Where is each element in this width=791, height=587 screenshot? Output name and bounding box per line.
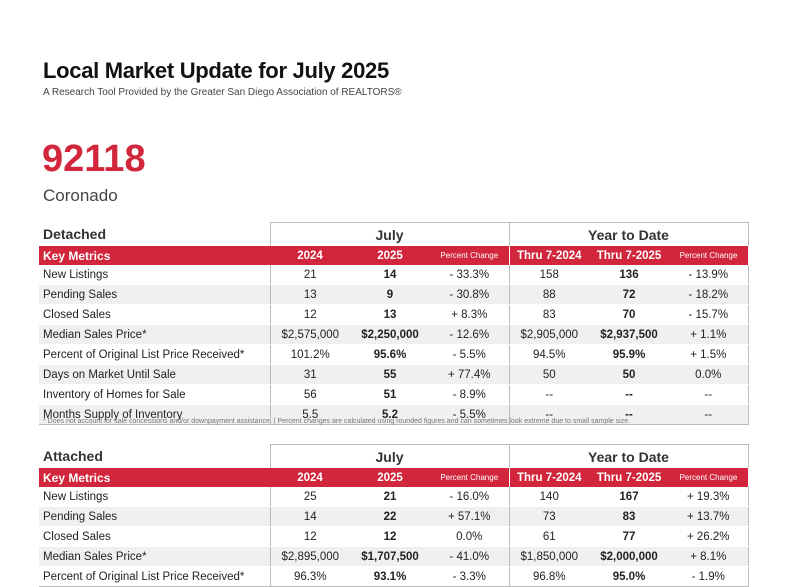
col-thru2024-header: Thru 7-2024	[509, 246, 589, 265]
col-pct-header: Percent Change	[430, 246, 509, 265]
pct-change-cell: - 16.0%	[430, 487, 509, 507]
ytd-2025-cell: 77	[589, 527, 669, 547]
value-2025-cell: $2,250,000	[350, 325, 430, 345]
pct-change-cell: - 33.3%	[430, 265, 509, 285]
value-2025-cell: 51	[350, 385, 430, 405]
value-2025-cell: 5.2	[350, 405, 430, 425]
value-2024-cell: 14	[270, 507, 350, 527]
value-2025-cell: 95.6%	[350, 345, 430, 365]
metric-cell: New Listings	[39, 265, 270, 285]
col-thru2025-header: Thru 7-2025	[589, 468, 669, 487]
table-row	[39, 325, 748, 345]
ytd-2024-cell: 50	[509, 365, 589, 385]
value-2024-cell: 25	[270, 487, 350, 507]
ytd-2025-cell: $2,937,500	[589, 325, 669, 345]
ytd-pct-change-cell: + 19.3%	[669, 487, 748, 507]
attached-table	[39, 444, 749, 587]
ytd-pct-change-cell: + 8.1%	[669, 547, 748, 567]
ytd-2024-cell: $2,905,000	[509, 325, 589, 345]
metric-cell: Median Sales Price*	[39, 547, 270, 567]
col-2025-header: 2025	[350, 468, 430, 487]
attached-section	[39, 444, 748, 587]
col-thru2024-header: Thru 7-2024	[509, 468, 589, 487]
ytd-2025-cell: 95.0%	[589, 567, 669, 587]
footnote: * Does not account for sale concessions and/or downpayment assistance. | Percent changes are calculated using rounded figures and can sometimes look extreme due to small sample size.	[43, 418, 631, 425]
ytd-2025-cell: 136	[589, 265, 669, 285]
value-2024-cell: 12	[270, 527, 350, 547]
key-metrics-header: Key Metrics	[39, 246, 270, 265]
pct-change-cell: + 8.3%	[430, 305, 509, 325]
table-row	[39, 527, 748, 547]
metric-cell: New Listings	[39, 487, 270, 507]
metric-cell: Percent of Original List Price Received*	[39, 567, 270, 587]
ytd-2024-cell: 158	[509, 265, 589, 285]
ytd-2025-cell: 70	[589, 305, 669, 325]
july-group-header: July	[270, 223, 509, 247]
pct-change-cell: - 41.0%	[430, 547, 509, 567]
ytd-2024-cell: --	[509, 405, 589, 425]
ytd-pct-change-cell: + 13.7%	[669, 507, 748, 527]
ytd-2024-cell: 88	[509, 285, 589, 305]
ytd-2025-cell: $2,000,000	[589, 547, 669, 567]
value-2025-cell: $1,707,500	[350, 547, 430, 567]
value-2025-cell: 13	[350, 305, 430, 325]
pct-change-cell: - 5.5%	[430, 405, 509, 425]
metric-cell: Inventory of Homes for Sale	[39, 385, 270, 405]
value-2025-cell: 14	[350, 265, 430, 285]
ytd-pct-change-cell: - 1.9%	[669, 567, 748, 587]
table-row	[39, 487, 748, 507]
pct-change-cell: - 12.6%	[430, 325, 509, 345]
value-2025-cell: 93.1%	[350, 567, 430, 587]
value-2025-cell: 55	[350, 365, 430, 385]
metric-cell: Days on Market Until Sale	[39, 365, 270, 385]
pct-change-cell: + 77.4%	[430, 365, 509, 385]
col-2024-header: 2024	[270, 246, 350, 265]
metric-cell: Pending Sales	[39, 507, 270, 527]
ytd-pct-change-cell: + 26.2%	[669, 527, 748, 547]
value-2024-cell: 96.3%	[270, 567, 350, 587]
ytd-pct-change-cell: - 15.7%	[669, 305, 748, 325]
pct-change-cell: 0.0%	[430, 527, 509, 547]
detached-table	[39, 222, 749, 425]
pct-change-cell: + 57.1%	[430, 507, 509, 527]
value-2024-cell: 12	[270, 305, 350, 325]
ytd-2025-cell: 95.9%	[589, 345, 669, 365]
ytd-pct-change-cell: --	[669, 385, 748, 405]
table-row	[39, 507, 748, 527]
value-2024-cell: $2,895,000	[270, 547, 350, 567]
col-2024-header: 2024	[270, 468, 350, 487]
ytd-2025-cell: --	[589, 405, 669, 425]
report-subtitle: A Research Tool Provided by the Greater San Diego Association of REALTORS®	[43, 87, 402, 98]
ytd-2024-cell: 83	[509, 305, 589, 325]
metric-cell: Months Supply of Inventory	[39, 405, 270, 425]
pct-change-cell: - 5.5%	[430, 345, 509, 365]
zip-code: 92118	[42, 138, 146, 180]
value-2024-cell: 56	[270, 385, 350, 405]
value-2024-cell: 5.5	[270, 405, 350, 425]
value-2025-cell: 12	[350, 527, 430, 547]
ytd-2024-cell: 140	[509, 487, 589, 507]
pct-change-cell: - 30.8%	[430, 285, 509, 305]
table-row	[39, 365, 748, 385]
metric-cell: Median Sales Price*	[39, 325, 270, 345]
ytd-2024-cell: --	[509, 385, 589, 405]
report-title: Local Market Update for July 2025	[43, 58, 389, 83]
pct-change-cell: - 8.9%	[430, 385, 509, 405]
col-thru2025-header: Thru 7-2025	[589, 246, 669, 265]
col-pct-header: Percent Change	[430, 468, 509, 487]
ytd-2024-cell: $1,850,000	[509, 547, 589, 567]
table-row	[39, 305, 748, 325]
table-row	[39, 567, 748, 587]
key-metrics-header: Key Metrics	[39, 468, 270, 487]
ytd-group-header: Year to Date	[509, 445, 748, 469]
col-pct-ytd-header: Percent Change	[669, 468, 748, 487]
value-2024-cell: 31	[270, 365, 350, 385]
col-pct-ytd-header: Percent Change	[669, 246, 748, 265]
attached-rows	[39, 487, 748, 587]
section-label: Detached	[39, 223, 270, 247]
metric-cell: Percent of Original List Price Received*	[39, 345, 270, 365]
value-2024-cell: 21	[270, 265, 350, 285]
section-label: Attached	[39, 445, 270, 469]
pct-change-cell: - 3.3%	[430, 567, 509, 587]
value-2025-cell: 21	[350, 487, 430, 507]
value-2024-cell: 13	[270, 285, 350, 305]
value-2024-cell: 101.2%	[270, 345, 350, 365]
table-row	[39, 345, 748, 365]
area-name: Coronado	[43, 186, 118, 205]
table-row	[39, 265, 748, 285]
ytd-pct-change-cell: - 13.9%	[669, 265, 748, 285]
ytd-2025-cell: 72	[589, 285, 669, 305]
metric-cell: Closed Sales	[39, 527, 270, 547]
detached-section	[39, 222, 748, 425]
ytd-pct-change-cell: --	[669, 405, 748, 425]
metric-cell: Pending Sales	[39, 285, 270, 305]
ytd-2024-cell: 73	[509, 507, 589, 527]
ytd-2024-cell: 94.5%	[509, 345, 589, 365]
value-2024-cell: $2,575,000	[270, 325, 350, 345]
metric-cell: Closed Sales	[39, 305, 270, 325]
ytd-group-header: Year to Date	[509, 223, 748, 247]
ytd-2025-cell: 167	[589, 487, 669, 507]
table-row	[39, 547, 748, 567]
ytd-2025-cell: 50	[589, 365, 669, 385]
value-2025-cell: 22	[350, 507, 430, 527]
july-group-header: July	[270, 445, 509, 469]
ytd-pct-change-cell: + 1.5%	[669, 345, 748, 365]
ytd-pct-change-cell: - 18.2%	[669, 285, 748, 305]
ytd-2024-cell: 61	[509, 527, 589, 547]
detached-rows	[39, 265, 748, 425]
ytd-2024-cell: 96.8%	[509, 567, 589, 587]
ytd-2025-cell: --	[589, 385, 669, 405]
col-2025-header: 2025	[350, 246, 430, 265]
value-2025-cell: 9	[350, 285, 430, 305]
table-row	[39, 285, 748, 305]
ytd-pct-change-cell: + 1.1%	[669, 325, 748, 345]
table-row	[39, 385, 748, 405]
ytd-pct-change-cell: 0.0%	[669, 365, 748, 385]
ytd-2025-cell: 83	[589, 507, 669, 527]
